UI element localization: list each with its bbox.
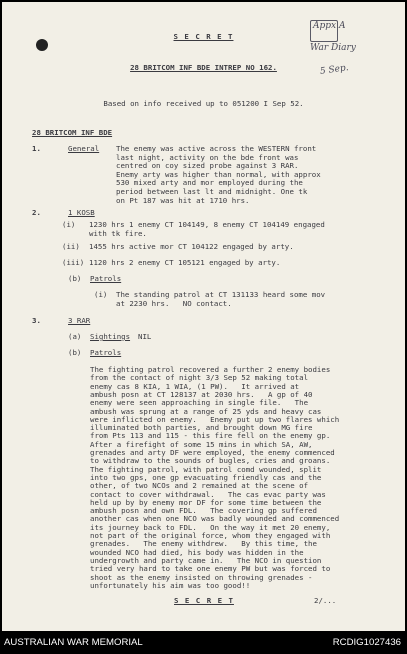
rar-report-line: ambush posn and own FDL. The covering gp suffered [90,506,317,516]
rar-report-line: shoot as the enemy insisted on throwing grenades - [90,572,313,582]
rar-report-line: unfortunately his aim was too good!! [90,580,251,590]
general-text-line: Enemy arty was higher than normal, with approx [116,169,321,179]
kosb-number: 2. [32,208,41,217]
rar-report-line: After a firefight of some 15 mins in which SA, AW, [90,439,313,449]
rar-report-line: ambush posn at CT 128137 at 2030 hrs. A gp of 40 [90,389,313,399]
rar-report-line: other, of two NCOs and 2 remained at the scene of [90,481,309,491]
rar-report-line: The fighting patrol recovered a further 2 enemy bodies [90,365,331,374]
general-text-line: on Pt 187 was hit at 1710 hrs. [116,195,250,205]
rar-report-line: The fighting patrol, with patrol comd wounded, split [90,464,322,474]
rar-report-line: tried very hard to take one enemy PW but was forced to [90,564,331,574]
rar-report-line: another cas when one NCO was badly wounded and commenced [90,514,340,524]
kosb-patrols-label: Patrols [90,274,122,283]
document-page [2,2,405,631]
rar-label: 3 RAR [68,316,91,325]
handwritten-note-war-diary: War Diary [310,43,356,53]
general-text-line: last night, activity on the bde front was [116,152,299,162]
rar-report-line: its journey back to FDL. On the way it met 20 enemy, [90,522,331,532]
rar-report-line: enemy cas 8 KIA, 1 WIA, (1 PW). It arrived at [90,381,300,391]
rar-sightings-label: Sightings [90,332,131,341]
handwritten-note-date: 5 Sep. [319,63,350,77]
kosb-label: 1 KOSB [68,208,95,217]
general-text-line: centred on coy sized probe against 3 RAR. [116,161,299,171]
rar-report-line: not part of the original force, whom they engaged with [90,531,331,540]
general-text-line: 530 mixed arty and mor employed during the [116,178,303,188]
rar-report-line: grenades and arty DF were employed, the enemy commenced [90,448,335,457]
rar-report-line: ambush was sprung at a range of 25 yds and heavy cas [90,406,322,416]
general-text-line: The enemy was active across the WESTERN front [116,144,317,153]
footer-record-id: RCDIG1027436 [332,637,401,648]
kosb-item-number: (iii) [62,258,85,267]
general-label: General [68,144,100,153]
page-continue: 2/... [314,596,337,605]
kosb-patrol-text-line: The standing patrol at CT 131133 heard some mov [116,290,326,299]
rar-patrols-num: (b) [68,348,82,357]
rar-report-line: enemy were seen approaching in single file. The [90,398,309,408]
section-heading: 28 BRITCOM INF BDE [32,128,113,137]
kosb-item-number: (i) [62,220,76,229]
rar-report-line: from the contact of night 3/3 Sep 52 making total [90,373,309,383]
handwritten-note-appx: Appx A [313,21,346,31]
classification-bottom: S E C R E T [174,596,234,605]
classification-top: S E C R E T [173,32,234,41]
rar-report-line: into two gps, one gp evacuating friendly cas and the [90,472,322,482]
rar-sightings-num: (a) [68,332,82,341]
general-number: 1. [32,144,41,153]
general-text-line: period between last lt and midnight. One tk [116,187,308,196]
kosb-item-text: 1455 hrs active mor CT 104122 engaged by arty. [89,242,294,251]
kosb-patrol-text-line: at 2230 hrs. NO contact. [116,299,232,308]
rar-sightings-value: NIL [138,332,152,341]
rar-report-line: to withdraw to the sounds of bugles, cries and groans. [90,456,331,466]
based-on-line: Based on info received up to 051200 I Sep 52. [103,99,304,108]
rar-report-line: contact to cover withdrawal. The cas evac party was [90,489,326,499]
archive-footer [0,631,407,654]
rar-number: 3. [32,316,41,325]
rar-report-line: from Pts 113 and 115 - this fire fell on the enemy gp. [90,431,331,441]
kosb-item-text: with tk fire. [89,229,147,238]
kosb-item-text: 1120 hrs 2 enemy CT 105121 engaged by arty. [89,258,281,267]
rar-patrols-label: Patrols [90,348,122,357]
kosb-patrol-item-num: (i) [94,290,108,299]
document-title: 28 BRITCOM INF BDE INTREP NO 162. [130,63,277,72]
rar-report-line: wounded NCO had died, his body was hidden in the [90,547,304,557]
rar-report-line: undergrowth and party came in. The NCO in question [90,555,322,565]
kosb-patrols-num: (b) [68,274,82,283]
kosb-item-text: 1230 hrs 1 enemy CT 104149, 8 enemy CT 104149 engaged [89,220,325,229]
rar-report-line: were inflicted on enemy. Enemy put up two flares which [90,414,340,424]
rar-report-line: grenades. The enemy withdrew. By this time, the [90,539,317,549]
kosb-item-number: (ii) [62,242,80,251]
footer-institution: AUSTRALIAN WAR MEMORIAL [4,637,143,648]
rar-report-line: held up by by enemy mor DF for some time between the [90,497,322,507]
rar-report-line: illuminated both parties, and brought down MG fire [90,423,313,433]
